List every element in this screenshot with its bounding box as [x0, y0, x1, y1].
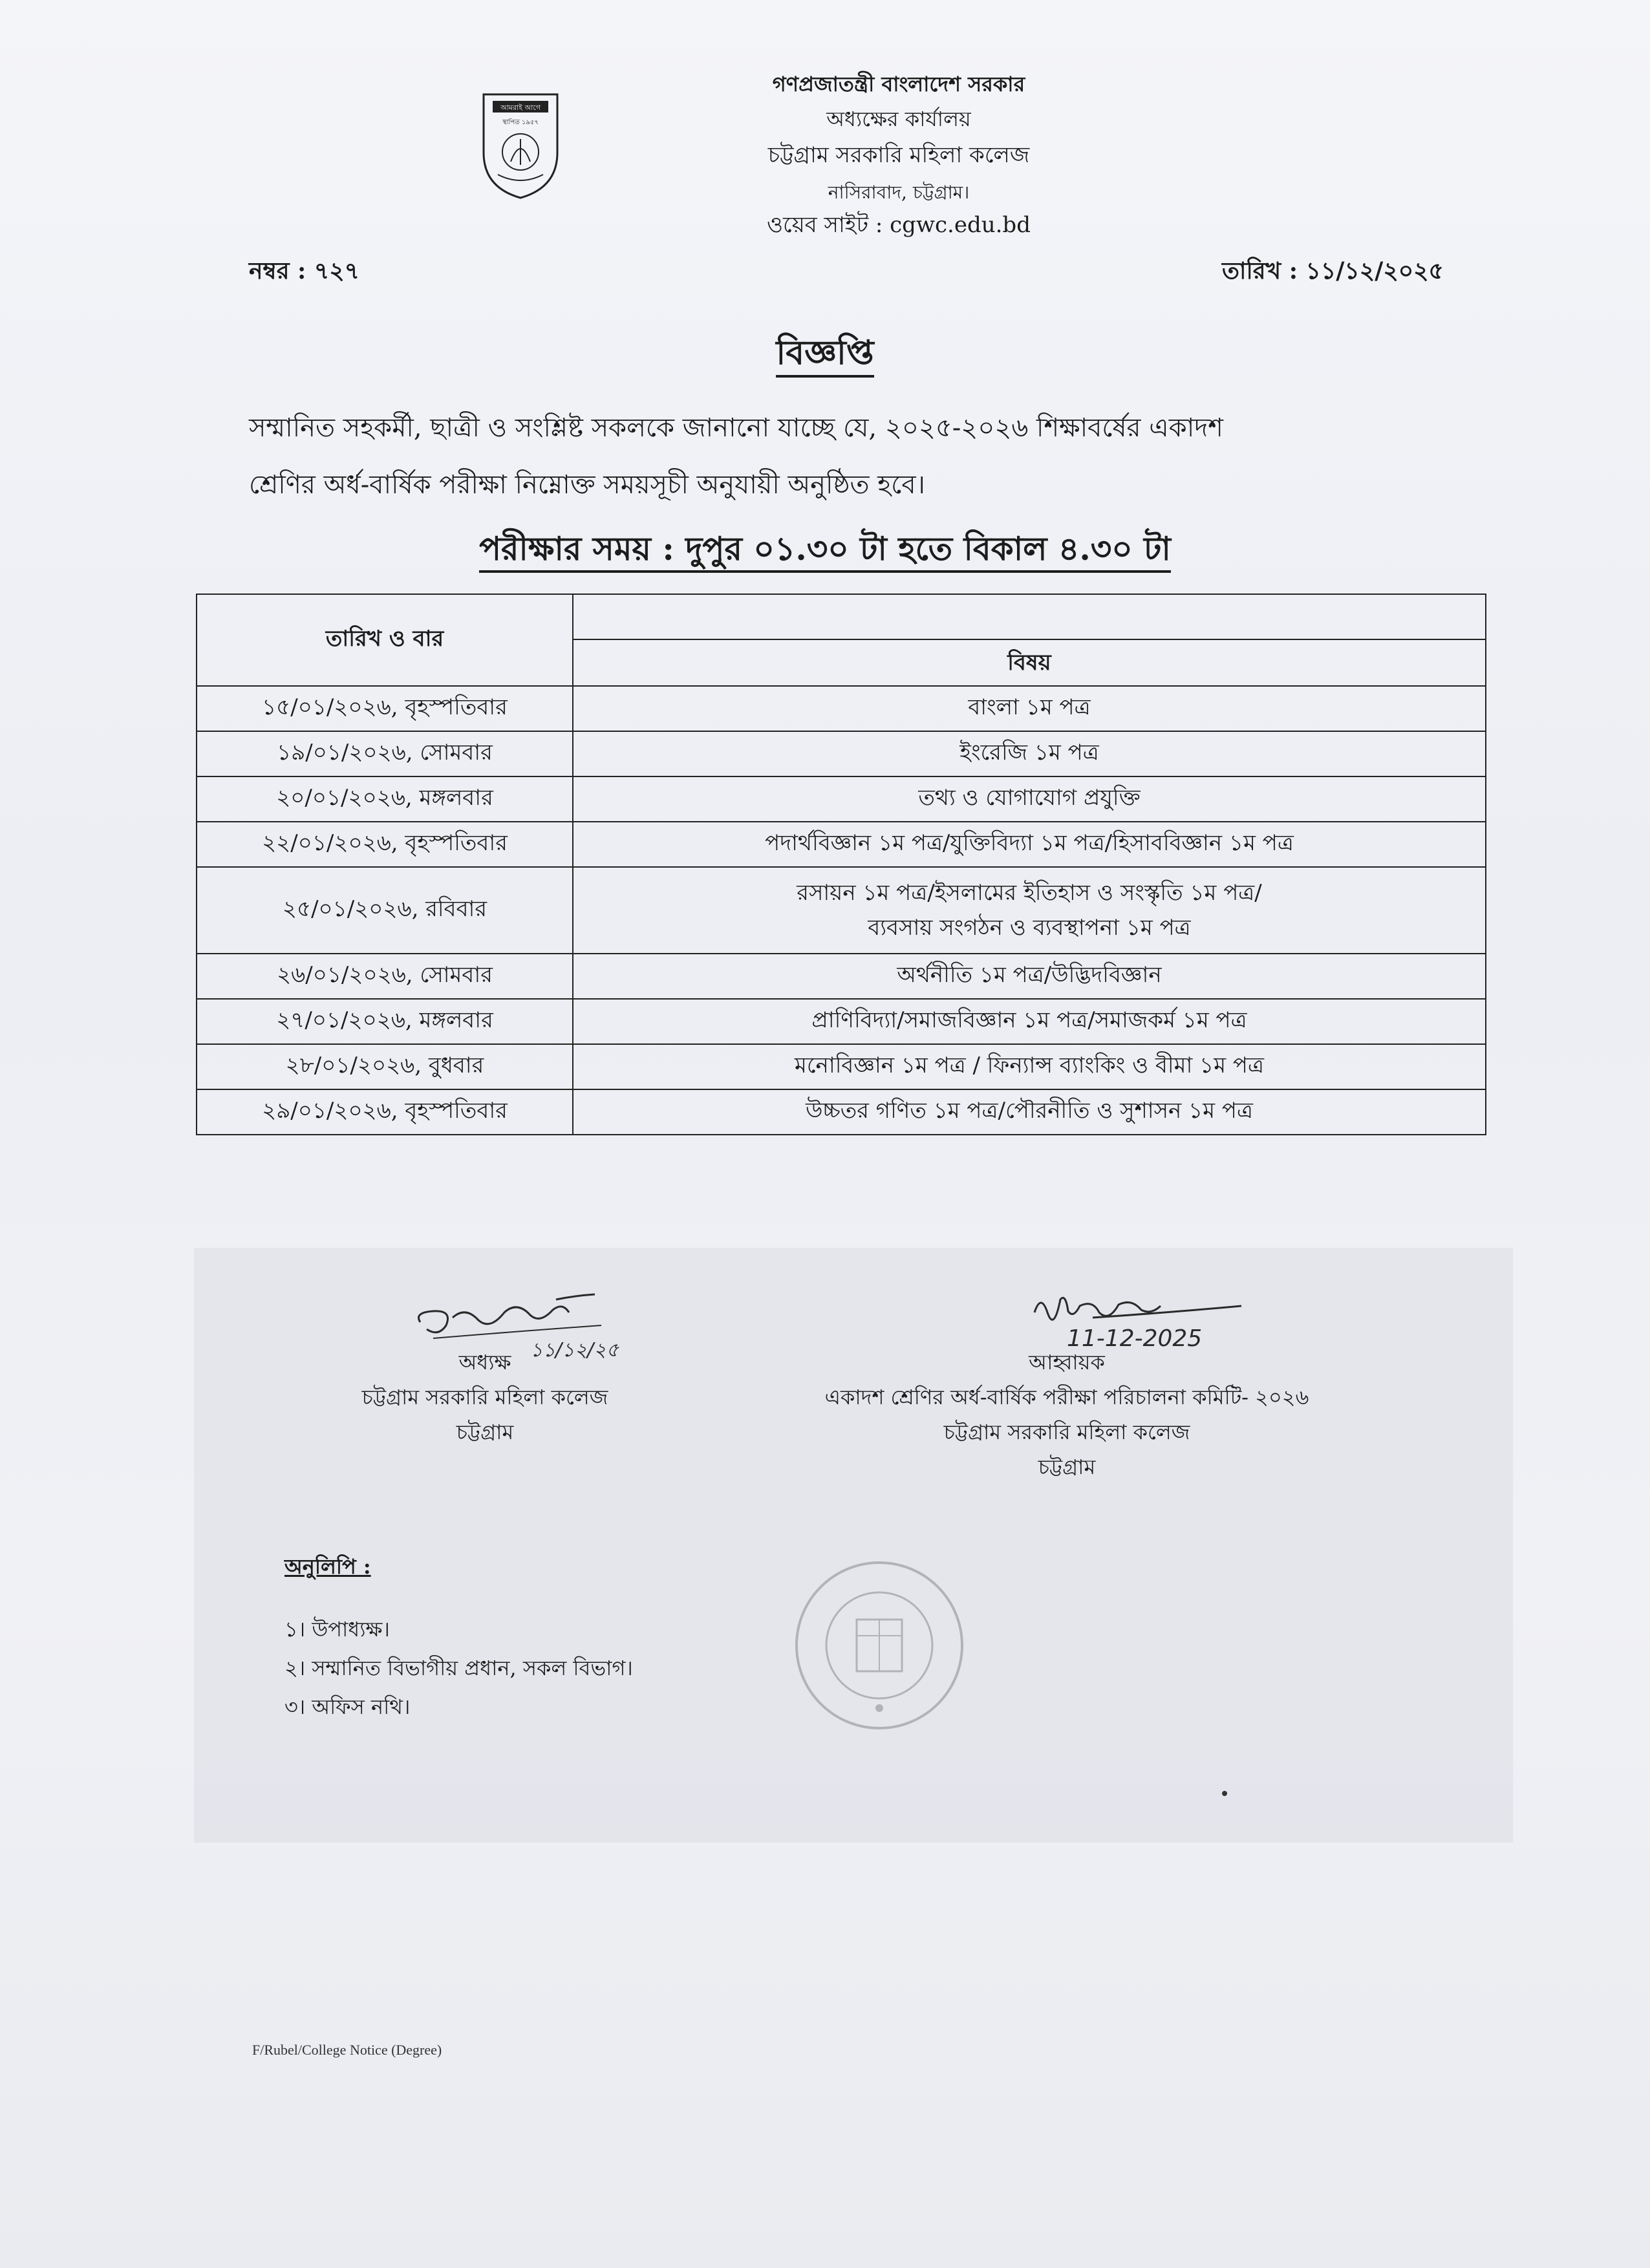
file-reference: F/Rubel/College Notice (Degree): [252, 2042, 442, 2058]
svg-text:১১/১২/২৫: ১১/১২/২৫: [530, 1339, 619, 1362]
table-row: [197, 822, 1486, 867]
notice-title-text: বিজ্ঞপ্তি: [776, 333, 873, 378]
copy-to-item: ৩। অফিস নথি।: [284, 1695, 411, 1719]
table-row: [197, 1089, 1486, 1135]
header-date-day: তারিখ ও বার: [197, 594, 573, 686]
row-subject: অর্থনীতি ১ম পত্র/উদ্ভিদবিজ্ঞান: [573, 954, 1486, 999]
table-row: [197, 686, 1486, 731]
row-subject: তথ্য ও যোগাযোগ প্রযুক্তি: [573, 776, 1486, 822]
table-row: [197, 731, 1486, 776]
exam-schedule-table: [196, 594, 1486, 1135]
row-date: ২২/০১/২০২৬, বৃহস্পতিবার: [197, 822, 573, 867]
header-subject: বিষয়: [1007, 650, 1051, 676]
svg-text:আমরাই আগে: আমরাই আগে: [500, 103, 541, 112]
table-row: [197, 1044, 1486, 1089]
principal-signature-block: [317, 1345, 653, 1450]
notice-date: তারিখ : ১১/১২/২০২৫: [1222, 257, 1444, 284]
row-date: ১৯/০১/২০২৬, সোমবার: [197, 731, 573, 776]
principal-college: চট্টগ্রাম সরকারি মহিলা কলেজ: [361, 1385, 608, 1409]
header-blank-band: [573, 595, 1485, 640]
college-logo: [478, 91, 562, 200]
principal-place: চট্টগ্রাম: [456, 1420, 514, 1444]
row-subject: ইংরেজি ১ম পত্র: [573, 731, 1486, 776]
row-date: ২৮/০১/২০২৬, বুধবার: [197, 1044, 573, 1089]
principal-designation: অধ্যক্ষ: [458, 1350, 511, 1375]
table-header-row: [197, 594, 1486, 686]
row-date: ২৭/০১/২০২৬, মঙ্গলবার: [197, 999, 573, 1044]
govt-line: গণপ্রজাতন্ত্রী বাংলাদেশ সরকার: [772, 72, 1025, 96]
svg-text:স্থাপিত ১৯৫৭: স্থাপিত ১৯৫৭: [502, 119, 539, 126]
notice-paragraph-line1: সম্মানিত সহকর্মী, ছাত্রী ও সংশ্লিষ্ট সকলকে জানানো যাচ্ছে যে, ২০২৫-২০২৬ শিক্ষাবর্ষের একাদশ: [249, 413, 1223, 443]
table-row: [197, 776, 1486, 822]
row-date: ২৫/০১/২০২৬, রবিবার: [197, 867, 573, 954]
row-subject-line1: রসায়ন ১ম পত্র/ইসলামের ইতিহাস ও সংস্কৃতি ১ম পত্র/: [797, 880, 1262, 906]
convener-designation: আহ্বায়ক: [1029, 1350, 1105, 1375]
convener-college: চট্টগ্রাম সরকারি মহিলা কলেজ: [943, 1420, 1190, 1444]
row-subject: মনোবিজ্ঞান ১ম পত্র / ফিন্যান্স ব্যাংকিং ও বীমা ১ম পত্র: [573, 1044, 1486, 1089]
scan-speck: [1222, 1791, 1227, 1796]
office-seal: [792, 1558, 967, 1733]
college-address: নাসিরাবাদ, চট্টগ্রাম।: [828, 182, 970, 203]
exam-time-text: পরীক্ষার সময় : দুপুর ০১.৩০ টা হতে বিকাল ৪.৩০ টা: [479, 530, 1171, 573]
reference-number: নম্বর : ৭২৭: [249, 257, 360, 284]
office-line: অধ্যক্ষের কার্যালয়: [826, 107, 971, 131]
header-subject-cell: [573, 594, 1486, 686]
row-subject: পদার্থবিজ্ঞান ১ম পত্র/যুক্তিবিদ্যা ১ম পত্র/হিসাববিজ্ঞান ১ম পত্র: [573, 822, 1486, 867]
college-name: চট্টগ্রাম সরকারি মহিলা কলেজ: [767, 142, 1030, 168]
exam-time: [0, 525, 1650, 579]
convener-signature-block: [744, 1345, 1390, 1484]
copy-to-title: অনুলিপি :: [284, 1554, 371, 1579]
table-row: [197, 999, 1486, 1044]
table-row: [197, 954, 1486, 999]
notice-paragraph-line2: শ্রেণির অর্ধ-বার্ষিক পরীক্ষা নিম্নোক্ত সময়সূচী অনুযায়ী অনুষ্ঠিত হবে।: [249, 470, 925, 500]
website-line: ওয়েব সাইট : cgwc.edu.bd: [767, 212, 1031, 238]
copy-to-item: ১। উপাধ্যক্ষ।: [284, 1617, 390, 1642]
row-subject: উচ্চতর গণিত ১ম পত্র/পৌরনীতি ও সুশাসন ১ম পত্র: [573, 1089, 1486, 1135]
table-row: [197, 867, 1486, 954]
convener-committee: একাদশ শ্রেণির অর্ধ-বার্ষিক পরীক্ষা পরিচালনা কমিটি- ২০২৬: [824, 1385, 1309, 1409]
row-subject-line2: ব্যবসায় সংগঠন ও ব্যবস্থাপনা ১ম পত্র: [868, 915, 1191, 941]
row-date: ১৫/০১/২০২৬, বৃহস্পতিবার: [197, 686, 573, 731]
row-date: ২৯/০১/২০২৬, বৃহস্পতিবার: [197, 1089, 573, 1135]
scan-shadow-band: [194, 1248, 1513, 1843]
svg-text:11-12-2025: 11-12-2025: [1067, 1325, 1203, 1352]
row-subject: [573, 867, 1486, 954]
copy-to-item: ২। সম্মানিত বিভাগীয় প্রধান, সকল বিভাগ।: [284, 1656, 633, 1680]
row-subject: প্রাণিবিদ্যা/সমাজবিজ্ঞান ১ম পত্র/সমাজকর্ম ১ম পত্র: [573, 999, 1486, 1044]
row-subject: বাংলা ১ম পত্র: [573, 686, 1486, 731]
row-date: ২৬/০১/২০২৬, সোমবার: [197, 954, 573, 999]
row-date: ২০/০১/২০২৬, মঙ্গলবার: [197, 776, 573, 822]
convener-place: চট্টগ্রাম: [1038, 1455, 1096, 1479]
notice-title: [0, 326, 1650, 383]
